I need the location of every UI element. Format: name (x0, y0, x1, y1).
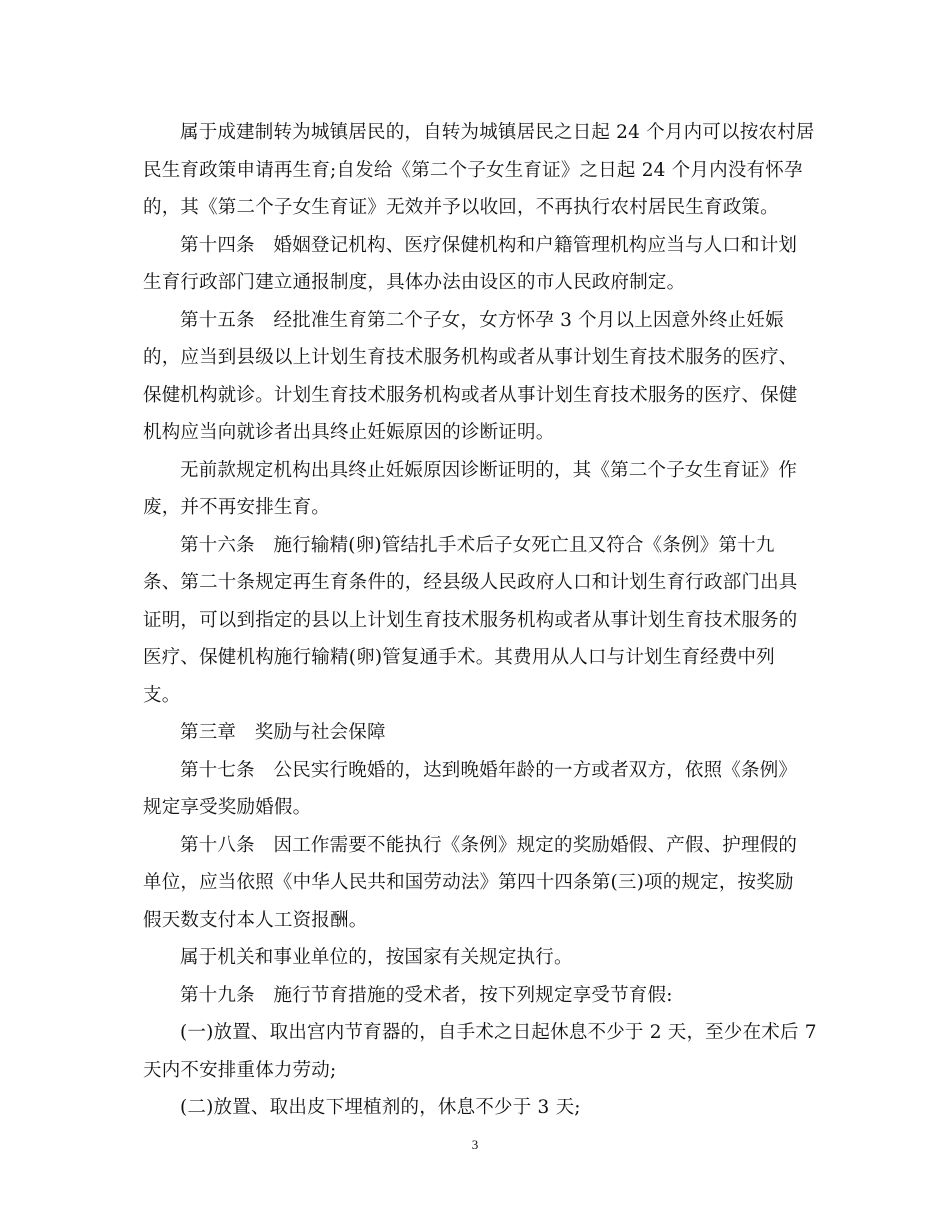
article-14-heading-line: 第十四条 婚姻登记机构、医疗保健机构和户籍管理机构应当与人口和计划 (180, 235, 798, 256)
page-number: 3 (471, 1137, 479, 1152)
paragraph-line: 医疗、保健机构施行输精(卵)管复通手术。其费用从人口与计划生育经费中列 (143, 647, 775, 668)
paragraph-line: 民生育政策申请再生育;自发给《第二个子女生育证》之日起 24 个月内没有怀孕 (143, 160, 803, 181)
paragraph-line: 单位，应当依照《中华人民共和国劳动法》第四十四条第(三)项的规定，按奖励 (143, 872, 794, 893)
paragraph-line: 无前款规定机构出具终止妊娠原因诊断证明的，其《第二个子女生育证》作 (180, 460, 798, 481)
paragraph-line: 规定享受奖励婚假。 (143, 797, 312, 818)
article-18-heading-line: 第十八条 因工作需要不能执行《条例》规定的奖励婚假、产假、护理假的 (180, 835, 798, 856)
paragraph-line: 天内不安排重体力劳动; (143, 1060, 337, 1081)
paragraph-line: 机构应当向就诊者出具终止妊娠原因的诊断证明。 (143, 422, 555, 443)
paragraph-line: 条、第二十条规定再生育条件的，经县级人民政府人口和计划生育行政部门出具 (143, 572, 798, 593)
paragraph-line: 生育行政部门建立通报制度，具体办法由设区的市人民政府制定。 (143, 272, 686, 293)
chapter-3-heading: 第三章 奖励与社会保障 (180, 722, 386, 743)
paragraph-line: 属于成建制转为城镇居民的，自转为城镇居民之日起 24 个月内可以按农村居 (180, 122, 815, 143)
paragraph-line: 废，并不再安排生育。 (143, 497, 331, 518)
article-15-heading-line: 第十五条 经批准生育第二个子女，女方怀孕 3 个月以上因意外终止妊娠 (180, 310, 784, 331)
article-19-heading-line: 第十九条 施行节育措施的受术者，按下列规定享受节育假: (180, 985, 673, 1006)
paragraph-line: 的，其《第二个子女生育证》无效并予以收回，不再执行农村居民生育政策。 (143, 197, 779, 218)
paragraph-line: 证明，可以到指定的县以上计划生育技术服务机构或者从事计划生育技术服务的 (143, 610, 798, 631)
article-17-heading-line: 第十七条 公民实行晚婚的，达到晚婚年龄的一方或者双方，依照《条例》 (180, 760, 798, 781)
list-item-line: (二)放置、取出皮下埋植剂的，休息不少于 3 天; (180, 1097, 581, 1118)
paragraph-line: 属于机关和事业单位的，按国家有关规定执行。 (180, 947, 573, 968)
paragraph-line: 假天数支付本人工资报酬。 (143, 910, 368, 931)
paragraph-line: 保健机构就诊。计划生育技术服务机构或者从事计划生育技术服务的医疗、保健 (143, 385, 798, 406)
paragraph-line: 支。 (143, 685, 181, 706)
list-item-line: (一)放置、取出宫内节育器的，自手术之日起休息不少于 2 天，至少在术后 7 (180, 1022, 817, 1043)
paragraph-line: 的，应当到县级以上计划生育技术服务机构或者从事计划生育技术服务的医疗、 (143, 347, 798, 368)
article-16-heading-line: 第十六条 施行输精(卵)管结扎手术后子女死亡且又符合《条例》第十九 (180, 535, 775, 556)
